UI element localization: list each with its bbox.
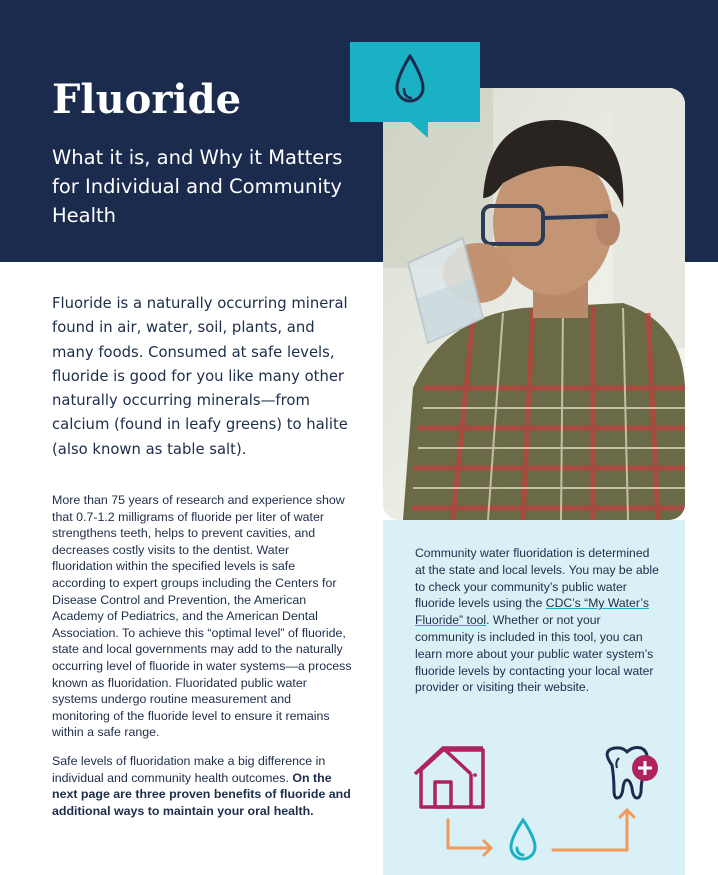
speech-bubble-tail xyxy=(410,122,428,138)
body-paragraph-1: More than 75 years of research and experience show that 0.7-1.2 milligrams of fluoride per liter of water strengthens teeth, helps to prevent cavities, and decreases costly visits to the dentist. Water fluoridation within the specified levels is safe according to expert groups including the Centers for Disease Control and Prevention, the American Academy of Pediatrics, and the American Dental Association. To achieve this “optimal level” of fluoride, state and local governments may add to the naturally occurring level of fluoride in water systems—a process known as fluoridation. Fluoridated public water systems undergo routine measurement and monitoring of the fluoride level to ensure it remains within a safe range. xyxy=(52,493,352,740)
arrow-icon xyxy=(448,820,491,855)
callout-text xyxy=(415,545,660,696)
fluoride-flow-graphic xyxy=(383,740,685,875)
water-drop-icon xyxy=(511,820,535,859)
house-icon xyxy=(415,748,483,807)
body-paragraph-2-plain: Safe levels of fluoridation make a big difference in individual and community health outcomes. xyxy=(52,753,326,785)
body-text xyxy=(52,492,352,831)
arrow-icon xyxy=(553,810,634,850)
page-subtitle: What it is, and Why it Matters for Individual and Community Health xyxy=(52,146,343,227)
my-waters-fluoride-link[interactable]: CDC’s “My Water’s Fluoride” tool xyxy=(415,596,649,628)
callout-text-after: . Whether or not your community is included in this tool, you can learn more about your public water system’s fluoride levels by contacting your local water provider or visiting their website. xyxy=(415,613,654,695)
body-paragraph-2 xyxy=(52,753,352,819)
intro-paragraph: Fluoride is a naturally occurring mineral found in air, water, soil, plants, and many foods. Consumed at safe levels, fluoride is good for you like many other naturally occurring minerals—from calcium (found in leafy greens) to halite (also known as table salt). xyxy=(52,295,348,458)
water-drop-icon xyxy=(394,54,426,106)
page-title: Fluoride xyxy=(52,76,242,123)
body-paragraph-2-bold: On the next page are three proven benefits of fluoride and additional ways to maintain your oral health. xyxy=(52,770,351,818)
tooth-plus-icon xyxy=(607,748,658,799)
boy-drinking-water-photo xyxy=(383,88,685,520)
callout-text-before: Community water fluoridation is determined at the state and local levels. You may be able to check your community’s public water fluoride levels using the xyxy=(415,546,659,611)
